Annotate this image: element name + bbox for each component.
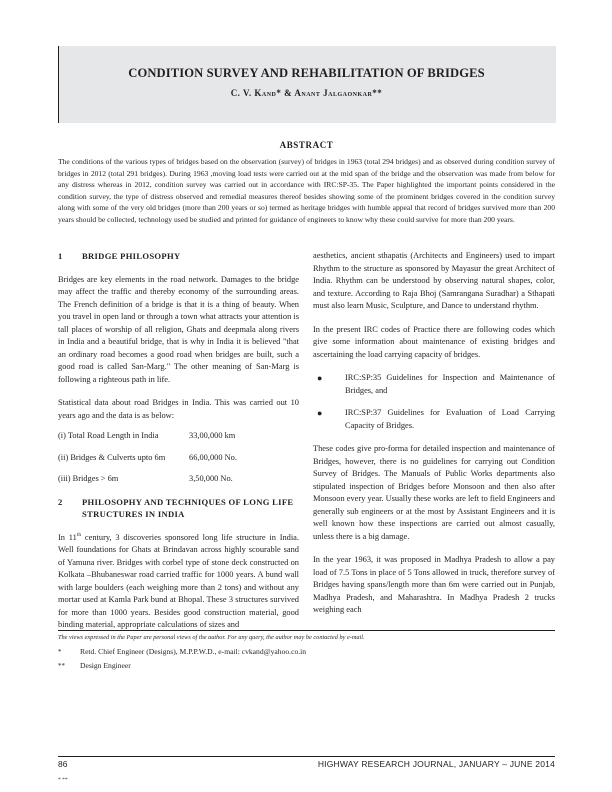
section-2-lead: In 11 — [58, 532, 77, 542]
footnote-text: Design Engineer — [80, 661, 131, 670]
section-1-paragraph-2: Statistical data about road Bridges in India. This was carried out 10 years ago and the data is as below: — [58, 398, 299, 420]
section-1-title: BRIDGE PHILOSOPHY — [82, 251, 181, 261]
paper-title: CONDITION SURVEY AND REHABILITATION OF BRIDGES — [128, 66, 485, 80]
stat-label: (i) Total Road Length in India — [58, 431, 159, 440]
abstract-text: The conditions of the various types of bridges based on the observation (survey) of bridges in 1963 (total 294 bridges) and as observed during condition survey of bridges in 2012 (total 291 bridges). During 1963 ,moving load tests were carried out at the mid span of the bridge and the observation was made from below for any distress whereas in 2012, condition survey was carried out in accordance with IRC:SP-35. The Paper highlighted the important points considered in the condition survey, the type of distress observed and remedial measures thereof besides showing some of the prominent bridges covered in the condition survey along with some of the very old bridges (more than 200 years or so) termed as heritage bridges with humble appeal that record of bridges survived more than 200 years should be collected, technology used be studied and printed for guidance of engineers to know why these could survive for more than 200 years. — [58, 157, 555, 224]
irc-code-list — [313, 372, 555, 432]
list-item — [313, 372, 555, 397]
section-1-heading — [58, 250, 299, 263]
section-2-heading — [58, 496, 299, 521]
left-column — [58, 250, 299, 632]
footnote-mark: * — [58, 648, 62, 656]
section-2-number: 2 — [58, 496, 63, 507]
stat-row — [58, 452, 299, 465]
section-2-title: PHILOSOPHY AND TECHNIQUES OF LONG LIFE STRUCTURES IN INDIA — [82, 496, 294, 519]
footnote-author-1 — [58, 647, 555, 657]
list-item-text: IRC:SP:35 Guidelines for Inspection and Maintenance of Bridges, and — [345, 373, 555, 395]
superscript-th: th — [76, 531, 82, 538]
stat-row — [58, 473, 299, 486]
right-paragraph-2: In the present IRC codes of Practice there are following codes which give some information about maintenance of existing bridges and ascertaining the load carrying capacity of bridges. — [313, 324, 555, 359]
bullet-icon: ● — [317, 373, 323, 383]
section-1-paragraph-1: Bridges are key elements in the road network. Damages to the bridge may affect the traffic and thereby economy of the surrounding areas. The French definition of a bridge is that it is a thing of beauty. When you travel in open land or through a town what attracts your attention is tall places of worship of all religion, Ghats and deepmala along rivers in India and a beautiful bridge, that is why in India it is believed "that an ordinary road becomes a good road when bridges are built, such a good road is called San-Marg." The other meaning of San-Marg is following a righteous path in life. — [58, 274, 299, 384]
right-paragraph-3: These codes give pro-forma for detailed inspection and maintenance of Bridges, however, there is no guidelines for carrying out Condition Survey of Bridges. The Manuals of Public Works departments also stipulated inspection of Bridges before Monsoon and then also after Monsoon every year. Usually these works are left to field Engineers and generally sub engineers or at the most by Assistant Engineers and it is well known how these inspections are carried out almost casually, unless there is a big damage. — [313, 444, 555, 541]
stray-mark: * ** — [58, 777, 68, 783]
list-item-text: IRC:SP:37 Guidelines for Evaluation of Load Carrying Capacity of Bridges. — [345, 408, 555, 430]
section-2-text: century, 3 discoveries sponsored long life structure in India. Well foundations for Ghats at Brindavan across highly scourable sand of Yamuna river. Bridges with corbel type of stone deck constructed on Kolkata –Bhubaneswar road carried traffic for 1000 years. A bund wall with large boulders (each weighing more than 2 tons) and without any mortar used at Kamla Park bund at Bhopal. These 3 structures survived for more than 1000 years. Besides good construction material, good binding material, appropriate calculations of sizes and — [58, 532, 299, 629]
bridge-statistics-list — [58, 430, 299, 486]
footnote-mark: ** — [58, 662, 65, 670]
section-1-number: 1 — [58, 251, 63, 261]
disclaimer-note: The views expressed in the Paper are personal views of the author. For any query, the author may be contacted by e-mail. — [58, 630, 555, 642]
title-banner — [58, 46, 556, 123]
stat-row — [58, 430, 299, 443]
footnote-text: Retd. Chief Engineer (Designs), M.P.P.W.D., e-mail: cvkand@yahoo.co.in — [80, 647, 307, 656]
footer-divider — [58, 756, 555, 757]
right-column — [313, 250, 555, 617]
right-paragraph-1: aesthetics, ancient sthapatis (Architects and Engineers) used to impart Rhythm to the structure as sponsored by Mayasur the great Architect of India. Rhythm can be understood by observing natural shapes, color, and texture. According to Raja Bhoj (Samrangana Suradhar) a Sthapati must also learn Music, Sculpture, and Dance to understand rhythm. — [313, 251, 555, 310]
list-item — [313, 407, 555, 432]
journal-name: HIGHWAY RESEARCH JOURNAL, JANUARY – JUNE 2014 — [317, 759, 555, 769]
abstract-heading: ABSTRACT — [279, 140, 334, 150]
bullet-icon: ● — [317, 408, 323, 418]
footnote-author-2 — [58, 661, 555, 671]
stat-value: 33,00,000 km — [189, 431, 236, 440]
page-number: 86 — [58, 759, 68, 769]
stat-value: 66,00,000 No. — [189, 452, 237, 462]
author-line: C. V. Kand* & Anant Jalgaonkar** — [230, 88, 383, 98]
stat-label: (ii) Bridges & Culverts upto 6m — [58, 452, 166, 462]
section-2-paragraph — [58, 532, 299, 632]
stat-value: 3,50,000 No. — [189, 474, 233, 483]
right-paragraph-4: In the year 1963, it was proposed in Madhya Pradesh to allow a pay load of 7.5 Tons in place of 5 Tons allowed in truck, therefore survey of Bridges having spans/length more than 6m were carried out in Punjab, Madhya Pradesh, and Maharashtra. In Madhya Pradesh 2 trucks weighing each — [313, 555, 555, 614]
stat-label: (iii) Bridges > 6m — [58, 474, 119, 483]
